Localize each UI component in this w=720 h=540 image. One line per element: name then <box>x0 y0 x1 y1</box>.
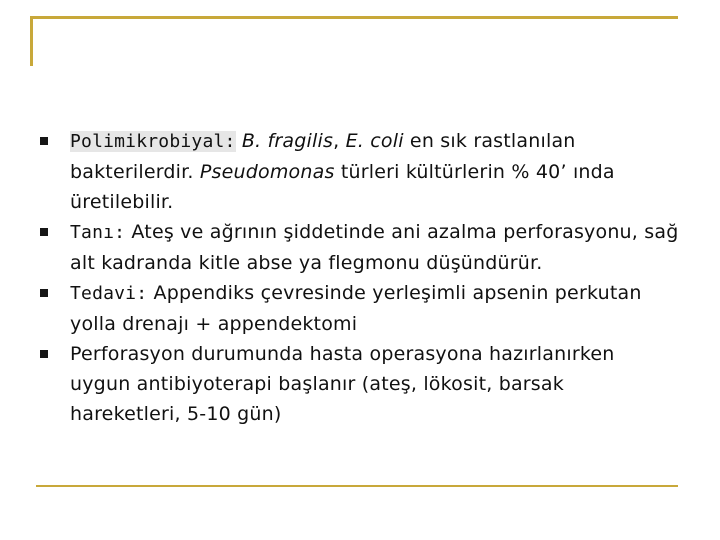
bullet-term: Tanı: <box>70 222 126 243</box>
bullet-marker-icon <box>40 350 48 358</box>
bullet-text: Perforasyon durumunda hasta operasyona hazırlanırken uygun antibiyoterapi başlanır (ateş, lökosit, barsak hareketleri, 5-10 gün) <box>70 343 615 425</box>
left-rule-decoration <box>30 16 33 66</box>
bullet-term: Tedavi: <box>70 283 148 304</box>
bullet-marker-icon <box>40 289 48 297</box>
bullet-term: Polimikrobiyal: <box>70 131 236 152</box>
bullet-marker-icon <box>40 228 48 236</box>
bullet-text: Polimikrobiyal: B. fragilis, E. coli en sık rastlanılan bakterilerdir. Pseudomonas türleri kültürlerin % 40’ ında üretilebilir. <box>70 130 615 213</box>
organism-name: B. fragilis <box>241 130 334 152</box>
bullet-marker-icon <box>40 137 48 145</box>
bullet-text: Tanı: Ateş ve ağrının şiddetinde ani azalma perforasyonu, sağ alt kadranda kitle abse ya flegmonu düşündürür. <box>70 221 679 274</box>
organism-name: Pseudomonas <box>199 161 335 183</box>
organism-name: E. coli <box>345 130 404 152</box>
bottom-rule-decoration <box>36 485 678 487</box>
bullet-item-perforasyon <box>40 339 680 429</box>
bullet-item-tedavi <box>40 278 680 339</box>
bullet-item-polimikrobiyal <box>40 126 680 217</box>
bullet-item-tani <box>40 217 680 278</box>
top-rule-decoration <box>30 16 678 19</box>
bullet-text: Tedavi: Appendiks çevresinde yerleşimli apsenin perkutan yolla drenajı + appendektomi <box>70 282 642 335</box>
bullet-list <box>40 126 680 429</box>
